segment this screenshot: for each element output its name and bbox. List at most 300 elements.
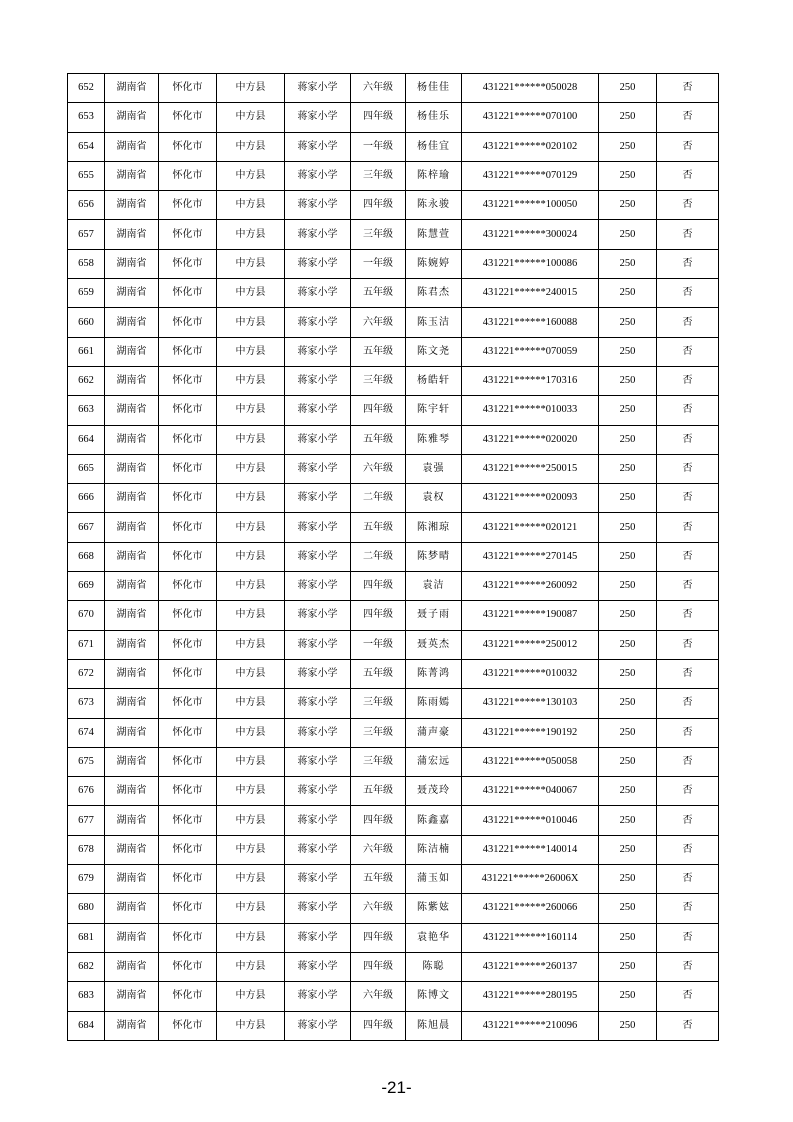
student-name-cell: 陈博文 [406, 982, 462, 1011]
id-number-cell: 431221******240015 [462, 279, 599, 308]
amount-cell: 250 [599, 1011, 657, 1040]
city-cell: 怀化市 [159, 923, 217, 952]
flag-cell: 否 [657, 425, 719, 454]
school-cell: 蒋家小学 [285, 396, 351, 425]
table-row [68, 806, 719, 835]
id-number-cell: 431221******270145 [462, 542, 599, 571]
grade-cell: 一年级 [351, 249, 406, 278]
city-cell: 怀化市 [159, 484, 217, 513]
row-number: 670 [68, 601, 105, 630]
grade-cell: 四年级 [351, 923, 406, 952]
county-cell: 中方县 [217, 659, 285, 688]
city-cell: 怀化市 [159, 835, 217, 864]
row-number: 672 [68, 659, 105, 688]
province-cell: 湖南省 [105, 1011, 159, 1040]
grade-cell: 四年级 [351, 601, 406, 630]
amount-cell: 250 [599, 630, 657, 659]
id-number-cell: 431221******300024 [462, 220, 599, 249]
province-cell: 湖南省 [105, 835, 159, 864]
flag-cell: 否 [657, 161, 719, 190]
amount-cell: 250 [599, 308, 657, 337]
school-cell: 蒋家小学 [285, 718, 351, 747]
province-cell: 湖南省 [105, 542, 159, 571]
id-number-cell: 431221******040067 [462, 777, 599, 806]
school-cell: 蒋家小学 [285, 161, 351, 190]
flag-cell: 否 [657, 396, 719, 425]
table-row [68, 337, 719, 366]
row-number: 682 [68, 952, 105, 981]
student-name-cell: 陈紫妶 [406, 894, 462, 923]
province-cell: 湖南省 [105, 308, 159, 337]
county-cell: 中方县 [217, 103, 285, 132]
id-number-cell: 431221******050028 [462, 74, 599, 103]
grade-cell: 五年级 [351, 337, 406, 366]
table-row [68, 191, 719, 220]
county-cell: 中方县 [217, 396, 285, 425]
grade-cell: 三年级 [351, 366, 406, 395]
school-cell: 蒋家小学 [285, 865, 351, 894]
flag-cell: 否 [657, 952, 719, 981]
city-cell: 怀化市 [159, 74, 217, 103]
row-number: 660 [68, 308, 105, 337]
flag-cell: 否 [657, 103, 719, 132]
county-cell: 中方县 [217, 630, 285, 659]
flag-cell: 否 [657, 601, 719, 630]
amount-cell: 250 [599, 220, 657, 249]
student-name-cell: 袁权 [406, 484, 462, 513]
row-number: 662 [68, 366, 105, 395]
table-row [68, 894, 719, 923]
student-name-cell: 陈梓瑜 [406, 161, 462, 190]
student-name-cell: 陈宇轩 [406, 396, 462, 425]
flag-cell: 否 [657, 894, 719, 923]
grade-cell: 六年级 [351, 894, 406, 923]
row-number: 680 [68, 894, 105, 923]
row-number: 684 [68, 1011, 105, 1040]
amount-cell: 250 [599, 337, 657, 366]
amount-cell: 250 [599, 572, 657, 601]
table-row [68, 952, 719, 981]
grade-cell: 二年级 [351, 542, 406, 571]
flag-cell: 否 [657, 220, 719, 249]
grade-cell: 五年级 [351, 777, 406, 806]
table-row [68, 982, 719, 1011]
school-cell: 蒋家小学 [285, 249, 351, 278]
id-number-cell: 431221******070100 [462, 103, 599, 132]
school-cell: 蒋家小学 [285, 659, 351, 688]
flag-cell: 否 [657, 659, 719, 688]
province-cell: 湖南省 [105, 249, 159, 278]
city-cell: 怀化市 [159, 659, 217, 688]
table-row [68, 572, 719, 601]
flag-cell: 否 [657, 747, 719, 776]
county-cell: 中方县 [217, 806, 285, 835]
flag-cell: 否 [657, 366, 719, 395]
city-cell: 怀化市 [159, 689, 217, 718]
grade-cell: 六年级 [351, 835, 406, 864]
id-number-cell: 431221******170316 [462, 366, 599, 395]
county-cell: 中方县 [217, 542, 285, 571]
county-cell: 中方县 [217, 249, 285, 278]
county-cell: 中方县 [217, 513, 285, 542]
city-cell: 怀化市 [159, 865, 217, 894]
county-cell: 中方县 [217, 366, 285, 395]
city-cell: 怀化市 [159, 132, 217, 161]
county-cell: 中方县 [217, 74, 285, 103]
student-name-cell: 陈雨嫣 [406, 689, 462, 718]
row-number: 681 [68, 923, 105, 952]
grade-cell: 五年级 [351, 659, 406, 688]
row-number: 655 [68, 161, 105, 190]
province-cell: 湖南省 [105, 982, 159, 1011]
id-number-cell: 431221******130103 [462, 689, 599, 718]
grade-cell: 四年级 [351, 191, 406, 220]
county-cell: 中方县 [217, 572, 285, 601]
id-number-cell: 431221******160088 [462, 308, 599, 337]
id-number-cell: 431221******260066 [462, 894, 599, 923]
flag-cell: 否 [657, 279, 719, 308]
county-cell: 中方县 [217, 454, 285, 483]
province-cell: 湖南省 [105, 337, 159, 366]
city-cell: 怀化市 [159, 191, 217, 220]
province-cell: 湖南省 [105, 777, 159, 806]
grade-cell: 五年级 [351, 425, 406, 454]
province-cell: 湖南省 [105, 366, 159, 395]
grade-cell: 三年级 [351, 747, 406, 776]
row-number: 658 [68, 249, 105, 278]
county-cell: 中方县 [217, 835, 285, 864]
amount-cell: 250 [599, 249, 657, 278]
city-cell: 怀化市 [159, 1011, 217, 1040]
student-name-cell: 聂茂玲 [406, 777, 462, 806]
student-name-cell: 陈慧萱 [406, 220, 462, 249]
grade-cell: 四年级 [351, 396, 406, 425]
flag-cell: 否 [657, 982, 719, 1011]
province-cell: 湖南省 [105, 161, 159, 190]
school-cell: 蒋家小学 [285, 220, 351, 249]
flag-cell: 否 [657, 513, 719, 542]
city-cell: 怀化市 [159, 952, 217, 981]
school-cell: 蒋家小学 [285, 425, 351, 454]
student-name-cell: 聂英杰 [406, 630, 462, 659]
county-cell: 中方县 [217, 718, 285, 747]
student-name-cell: 陈文尧 [406, 337, 462, 366]
province-cell: 湖南省 [105, 484, 159, 513]
flag-cell: 否 [657, 249, 719, 278]
row-number: 679 [68, 865, 105, 894]
row-number: 673 [68, 689, 105, 718]
row-number: 671 [68, 630, 105, 659]
flag-cell: 否 [657, 542, 719, 571]
grade-cell: 五年级 [351, 865, 406, 894]
city-cell: 怀化市 [159, 308, 217, 337]
id-number-cell: 431221******280195 [462, 982, 599, 1011]
table-row [68, 718, 719, 747]
table-body [68, 74, 719, 1041]
table-row [68, 601, 719, 630]
table-row [68, 513, 719, 542]
school-cell: 蒋家小学 [285, 454, 351, 483]
grade-cell: 五年级 [351, 513, 406, 542]
amount-cell: 250 [599, 542, 657, 571]
school-cell: 蒋家小学 [285, 308, 351, 337]
row-number: 665 [68, 454, 105, 483]
table-row [68, 689, 719, 718]
amount-cell: 250 [599, 835, 657, 864]
school-cell: 蒋家小学 [285, 601, 351, 630]
amount-cell: 250 [599, 513, 657, 542]
flag-cell: 否 [657, 718, 719, 747]
province-cell: 湖南省 [105, 894, 159, 923]
id-number-cell: 431221******070129 [462, 161, 599, 190]
grade-cell: 六年级 [351, 982, 406, 1011]
county-cell: 中方县 [217, 279, 285, 308]
student-name-cell: 陈旭晨 [406, 1011, 462, 1040]
table-row [68, 1011, 719, 1040]
student-name-cell: 杨佳佳 [406, 74, 462, 103]
school-cell: 蒋家小学 [285, 982, 351, 1011]
table-row [68, 923, 719, 952]
grade-cell: 四年级 [351, 806, 406, 835]
row-number: 664 [68, 425, 105, 454]
student-name-cell: 陈菁鸿 [406, 659, 462, 688]
province-cell: 湖南省 [105, 806, 159, 835]
school-cell: 蒋家小学 [285, 366, 351, 395]
flag-cell: 否 [657, 308, 719, 337]
id-number-cell: 431221******010032 [462, 659, 599, 688]
city-cell: 怀化市 [159, 220, 217, 249]
row-number: 669 [68, 572, 105, 601]
grade-cell: 六年级 [351, 308, 406, 337]
county-cell: 中方县 [217, 337, 285, 366]
province-cell: 湖南省 [105, 396, 159, 425]
school-cell: 蒋家小学 [285, 689, 351, 718]
row-number: 667 [68, 513, 105, 542]
city-cell: 怀化市 [159, 718, 217, 747]
flag-cell: 否 [657, 132, 719, 161]
student-name-cell: 陈湘琼 [406, 513, 462, 542]
province-cell: 湖南省 [105, 220, 159, 249]
grade-cell: 一年级 [351, 132, 406, 161]
id-number-cell: 431221******250015 [462, 454, 599, 483]
student-name-cell: 陈雅琴 [406, 425, 462, 454]
student-name-cell: 陈君杰 [406, 279, 462, 308]
amount-cell: 250 [599, 865, 657, 894]
school-cell: 蒋家小学 [285, 74, 351, 103]
table-row [68, 308, 719, 337]
id-number-cell: 431221******020121 [462, 513, 599, 542]
school-cell: 蒋家小学 [285, 806, 351, 835]
row-number: 666 [68, 484, 105, 513]
province-cell: 湖南省 [105, 279, 159, 308]
province-cell: 湖南省 [105, 572, 159, 601]
county-cell: 中方县 [217, 982, 285, 1011]
province-cell: 湖南省 [105, 454, 159, 483]
county-cell: 中方县 [217, 952, 285, 981]
city-cell: 怀化市 [159, 279, 217, 308]
county-cell: 中方县 [217, 484, 285, 513]
county-cell: 中方县 [217, 220, 285, 249]
grade-cell: 三年级 [351, 220, 406, 249]
amount-cell: 250 [599, 982, 657, 1011]
student-name-cell: 杨皓轩 [406, 366, 462, 395]
city-cell: 怀化市 [159, 161, 217, 190]
student-name-cell: 袁艳华 [406, 923, 462, 952]
student-aid-table [67, 73, 719, 1041]
grade-cell: 三年级 [351, 689, 406, 718]
city-cell: 怀化市 [159, 249, 217, 278]
city-cell: 怀化市 [159, 542, 217, 571]
city-cell: 怀化市 [159, 103, 217, 132]
row-number: 677 [68, 806, 105, 835]
amount-cell: 250 [599, 103, 657, 132]
row-number: 674 [68, 718, 105, 747]
table-row [68, 279, 719, 308]
province-cell: 湖南省 [105, 747, 159, 776]
student-name-cell: 袁强 [406, 454, 462, 483]
table-row [68, 366, 719, 395]
school-cell: 蒋家小学 [285, 279, 351, 308]
city-cell: 怀化市 [159, 396, 217, 425]
student-name-cell: 杨佳宜 [406, 132, 462, 161]
school-cell: 蒋家小学 [285, 572, 351, 601]
flag-cell: 否 [657, 689, 719, 718]
student-name-cell: 蒲玉如 [406, 865, 462, 894]
province-cell: 湖南省 [105, 865, 159, 894]
county-cell: 中方县 [217, 161, 285, 190]
id-number-cell: 431221******020102 [462, 132, 599, 161]
grade-cell: 四年级 [351, 103, 406, 132]
row-number: 657 [68, 220, 105, 249]
school-cell: 蒋家小学 [285, 777, 351, 806]
city-cell: 怀化市 [159, 777, 217, 806]
city-cell: 怀化市 [159, 454, 217, 483]
table-row [68, 865, 719, 894]
id-number-cell: 431221******100086 [462, 249, 599, 278]
grade-cell: 二年级 [351, 484, 406, 513]
city-cell: 怀化市 [159, 366, 217, 395]
grade-cell: 一年级 [351, 630, 406, 659]
county-cell: 中方县 [217, 894, 285, 923]
row-number: 668 [68, 542, 105, 571]
id-number-cell: 431221******260092 [462, 572, 599, 601]
id-number-cell: 431221******190192 [462, 718, 599, 747]
student-name-cell: 陈永骏 [406, 191, 462, 220]
province-cell: 湖南省 [105, 659, 159, 688]
amount-cell: 250 [599, 454, 657, 483]
school-cell: 蒋家小学 [285, 923, 351, 952]
school-cell: 蒋家小学 [285, 337, 351, 366]
province-cell: 湖南省 [105, 74, 159, 103]
province-cell: 湖南省 [105, 191, 159, 220]
amount-cell: 250 [599, 132, 657, 161]
table-row [68, 630, 719, 659]
student-name-cell: 聂子雨 [406, 601, 462, 630]
province-cell: 湖南省 [105, 718, 159, 747]
row-number: 656 [68, 191, 105, 220]
school-cell: 蒋家小学 [285, 952, 351, 981]
flag-cell: 否 [657, 484, 719, 513]
amount-cell: 250 [599, 923, 657, 952]
flag-cell: 否 [657, 572, 719, 601]
row-number: 652 [68, 74, 105, 103]
province-cell: 湖南省 [105, 103, 159, 132]
id-number-cell: 431221******070059 [462, 337, 599, 366]
grade-cell: 四年级 [351, 1011, 406, 1040]
amount-cell: 250 [599, 777, 657, 806]
amount-cell: 250 [599, 396, 657, 425]
row-number: 661 [68, 337, 105, 366]
id-number-cell: 431221******010033 [462, 396, 599, 425]
id-number-cell: 431221******210096 [462, 1011, 599, 1040]
table-row [68, 220, 719, 249]
id-number-cell: 431221******250012 [462, 630, 599, 659]
province-cell: 湖南省 [105, 689, 159, 718]
school-cell: 蒋家小学 [285, 747, 351, 776]
city-cell: 怀化市 [159, 572, 217, 601]
row-number: 675 [68, 747, 105, 776]
table-row [68, 747, 719, 776]
table-row [68, 161, 719, 190]
flag-cell: 否 [657, 74, 719, 103]
id-number-cell: 431221******100050 [462, 191, 599, 220]
amount-cell: 250 [599, 747, 657, 776]
city-cell: 怀化市 [159, 630, 217, 659]
city-cell: 怀化市 [159, 982, 217, 1011]
city-cell: 怀化市 [159, 601, 217, 630]
grade-cell: 六年级 [351, 454, 406, 483]
grade-cell: 五年级 [351, 279, 406, 308]
flag-cell: 否 [657, 923, 719, 952]
amount-cell: 250 [599, 279, 657, 308]
amount-cell: 250 [599, 952, 657, 981]
row-number: 653 [68, 103, 105, 132]
county-cell: 中方县 [217, 923, 285, 952]
flag-cell: 否 [657, 835, 719, 864]
student-name-cell: 陈玉洁 [406, 308, 462, 337]
county-cell: 中方县 [217, 132, 285, 161]
school-cell: 蒋家小学 [285, 191, 351, 220]
province-cell: 湖南省 [105, 513, 159, 542]
county-cell: 中方县 [217, 689, 285, 718]
student-name-cell: 蒲声豪 [406, 718, 462, 747]
grade-cell: 三年级 [351, 161, 406, 190]
row-number: 659 [68, 279, 105, 308]
province-cell: 湖南省 [105, 630, 159, 659]
province-cell: 湖南省 [105, 601, 159, 630]
amount-cell: 250 [599, 601, 657, 630]
county-cell: 中方县 [217, 425, 285, 454]
student-name-cell: 陈婉婷 [406, 249, 462, 278]
amount-cell: 250 [599, 659, 657, 688]
grade-cell: 四年级 [351, 952, 406, 981]
student-name-cell: 陈洁楠 [406, 835, 462, 864]
table-row [68, 425, 719, 454]
school-cell: 蒋家小学 [285, 630, 351, 659]
student-name-cell: 袁洁 [406, 572, 462, 601]
flag-cell: 否 [657, 777, 719, 806]
id-number-cell: 431221******010046 [462, 806, 599, 835]
amount-cell: 250 [599, 366, 657, 395]
province-cell: 湖南省 [105, 425, 159, 454]
school-cell: 蒋家小学 [285, 835, 351, 864]
student-name-cell: 蒲宏远 [406, 747, 462, 776]
school-cell: 蒋家小学 [285, 542, 351, 571]
flag-cell: 否 [657, 630, 719, 659]
table-row [68, 542, 719, 571]
table-row [68, 659, 719, 688]
amount-cell: 250 [599, 718, 657, 747]
